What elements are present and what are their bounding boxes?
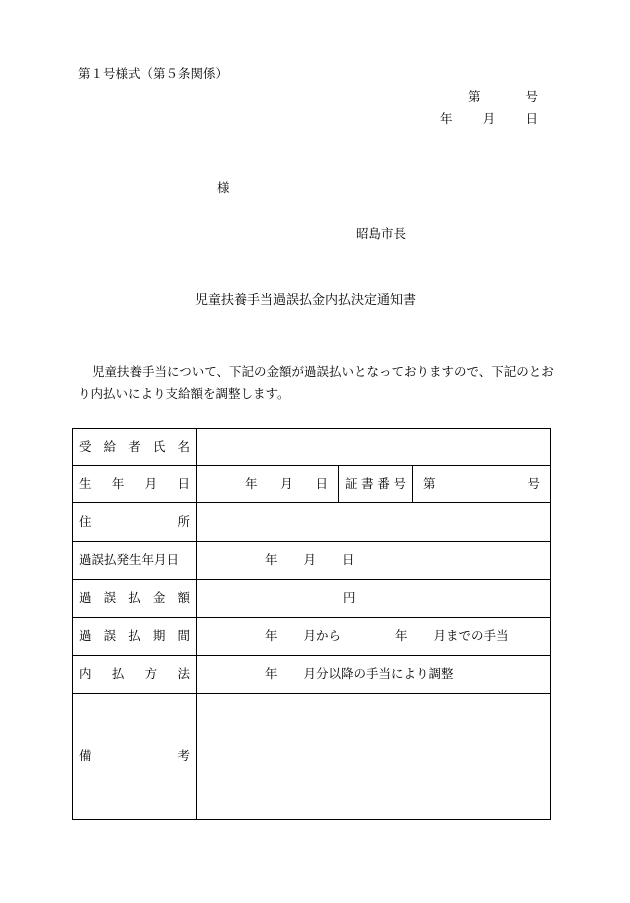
address-label: 住 所	[73, 503, 197, 542]
birth-date-field[interactable]: 年 月 日	[197, 466, 339, 503]
table-row	[73, 694, 551, 820]
period-label: 過 誤 払 期 間	[73, 618, 197, 656]
table-row	[73, 580, 551, 618]
address-field[interactable]	[197, 503, 551, 542]
remarks-label: 備 考	[73, 694, 197, 820]
certificate-number-label: 証 書 番 号	[339, 466, 413, 503]
table-row	[73, 542, 551, 580]
doc-no-prefix: 第	[468, 89, 481, 104]
notice-body: 児童扶養手当について、下記の金額が過誤払いとなっておりますので、下記のとおり内払いにより支給額を調整します。	[78, 364, 554, 401]
table-row	[73, 503, 551, 542]
occurrence-date-label: 過誤払発生年月日	[73, 542, 197, 580]
date-month: 月	[482, 111, 496, 126]
certificate-number-field[interactable]: 第 号	[413, 466, 551, 503]
issue-date-line	[440, 113, 538, 126]
sender-name: 昭島市長	[356, 226, 407, 241]
amount-field[interactable]	[197, 580, 551, 618]
recipient-name-label: 受 給 者 氏 名	[73, 429, 197, 466]
occurrence-date-field[interactable]: 年 月 日	[197, 542, 551, 580]
remarks-field[interactable]	[197, 694, 551, 820]
method-field[interactable]: 年 月分以降の手当により調整	[197, 656, 551, 694]
form-number: 第１号様式（第５条関係）	[78, 66, 229, 81]
birth-date-label: 生 年 月 日	[73, 466, 197, 503]
method-label: 内 払 方 法	[73, 656, 197, 694]
doc-no-suffix: 号	[525, 89, 538, 104]
amount-label: 過 誤 払 金 額	[73, 580, 197, 618]
document-number-line	[468, 91, 538, 104]
recipient-name-field[interactable]	[197, 429, 551, 466]
table-row	[73, 656, 551, 694]
addressee-suffix: 様	[217, 180, 230, 195]
amount-unit: 円	[343, 590, 356, 606]
date-day: 日	[525, 111, 538, 126]
table-row	[73, 429, 551, 466]
table-row	[73, 466, 551, 503]
period-field[interactable]: 年 月から 年 月までの手当	[197, 618, 551, 656]
table-row	[73, 618, 551, 656]
notice-table	[72, 428, 551, 820]
date-year: 年	[440, 111, 453, 126]
document-title: 児童扶養手当過誤払金内払決定通知書	[195, 293, 417, 308]
